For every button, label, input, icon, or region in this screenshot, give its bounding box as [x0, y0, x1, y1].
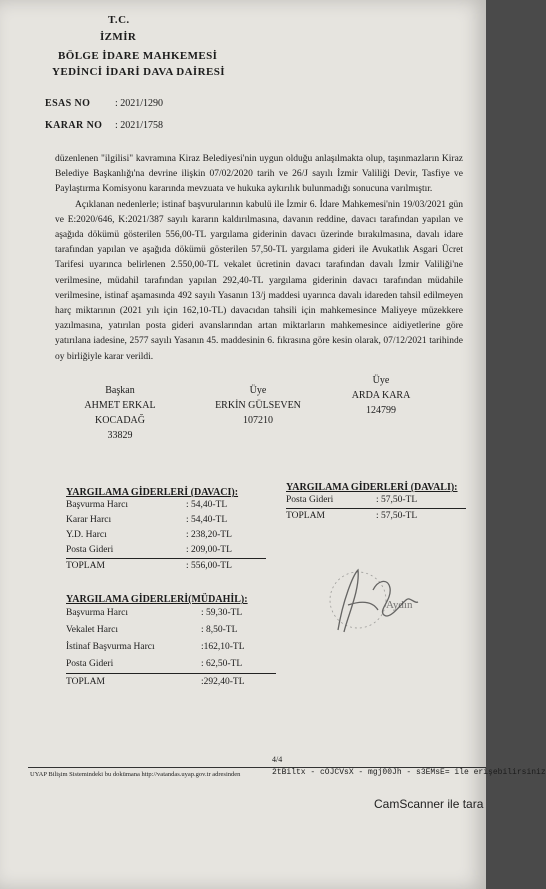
- signature-baskan: [60, 383, 180, 443]
- uye2-name: ARDA KARA: [351, 390, 411, 401]
- baskan-no: 33829: [107, 430, 133, 441]
- costs-mudahil: [66, 594, 276, 691]
- table-row: Başvurma Harcı : 54,40-TL: [66, 500, 228, 510]
- verification-code: 2tBiltx - cOJCVsX - mgj00Jh - s3EMsE= ile erişebilirsiniz: [272, 768, 546, 777]
- karar-value: : 2021/1758: [115, 120, 164, 131]
- header-court: BÖLGE İDARE MAHKEMESİ: [58, 50, 218, 62]
- baskan-name2: KOCADAĞ: [95, 415, 145, 426]
- table-row: Posta Gideri : 57,50-TL: [286, 493, 466, 509]
- header-tc: T.C.: [108, 14, 130, 26]
- header-chamber: YEDİNCİ İDARİ DAVA DAİRESİ: [52, 66, 225, 78]
- uye1-name: ERKİN GÜLSEVEN: [215, 400, 301, 411]
- costs-davaci-title: YARGILAMA GİDERLERİ (DAVACI):: [66, 487, 239, 498]
- table-row-total: TOPLAM : 57,50-TL: [286, 511, 418, 521]
- karar-label: KARAR NO: [45, 120, 103, 131]
- paragraph-1: düzenlenen "ilgilisi" kavramına Kiraz Belediyesi'nin uygun olduğu anlaşılmakta olup, taşınmazların Kiraz Belediye Başkanlığı'na devrine ilişkin 07/02/2020 tarih ve 26/J sayılı İzmir Valiliği Devir, Tasfiye ve Paylaştırma Komisyonu kararında mevzuata ve hukuka aykırılık bulunmadığı sonucuna varılmıştır.: [55, 154, 463, 195]
- costs-davali: [286, 482, 466, 524]
- page-number: 4/4: [272, 755, 283, 764]
- decision-body: [55, 152, 463, 365]
- costs-davali-title: YARGILAMA GİDERLERİ (DAVALI):: [286, 482, 458, 493]
- camscanner-watermark: CamScanner ile tara: [374, 797, 484, 811]
- scribble-text: Aydın: [386, 599, 413, 611]
- uye2-title: Üye: [372, 375, 390, 386]
- signature-uye-1: [198, 383, 318, 428]
- uye1-no: 107210: [243, 415, 273, 426]
- esas-value: : 2021/1290: [115, 98, 164, 109]
- uyap-note: UYAP Bilişim Sistemindeki bu dokümana http://vatandas.uyap.gov.tr adresinden: [30, 771, 241, 778]
- costs-mudahil-title: YARGILAMA GİDERLERİ(MÜDAHİL):: [66, 594, 248, 605]
- baskan-name1: AHMET ERKAL: [84, 400, 156, 411]
- table-row: İstinaf Başvurma Harcı :162,10-TL: [66, 642, 245, 652]
- uye1-title: Üye: [249, 385, 267, 396]
- table-row-total: TOPLAM : 556,00-TL: [66, 561, 232, 571]
- header-city: İZMİR: [100, 31, 137, 43]
- signature-scribble: [318, 560, 478, 645]
- table-row: Vekalet Harcı : 8,50-TL: [66, 625, 238, 635]
- uye2-no: 124799: [366, 405, 396, 416]
- table-row: Posta Gideri : 62,50-TL: [66, 656, 276, 674]
- table-row: Posta Gideri : 209,00-TL: [66, 543, 266, 559]
- costs-davaci: [66, 487, 266, 574]
- table-row: Y.D. Harcı : 238,20-TL: [66, 530, 232, 540]
- baskan-title: Başkan: [105, 385, 135, 396]
- signature-uye-2: [326, 373, 436, 418]
- esas-label: ESAS NO: [45, 98, 91, 109]
- table-row: Başvurma Harcı : 59,30-TL: [66, 608, 243, 618]
- paragraph-2: Açıklanan nedenlerle; istinaf başvurularının kabulü ile İzmir 6. İdare Mahkemesi'nin 19/03/2021 gün ve E:2020/646, K:2021/387 sayılı kararın kaldırılmasına, davanın reddine, davacı tarafından yapılan ve aşağıda dökümü gösterilen 556,00-TL yargılama giderinin davacı üzerinde bırakılmasına, davalı idare tarafından yapılan ve aşağıda dökümü gösterilen 57,50-TL yargılama gideri ile Avukatlık Asgari Ücret Tarifesi uyarınca belirlenen 2.550,00-TL vekalet ücretinin davacı tarafından davalı İzmir Valiliği'ne verilmesine, müdahil tarafından yapılan 292,40-TL yargılama giderinin davacı tarafından müdahile verilmesine, istinaf aşamasında 492 sayılı Yasanın 13/j maddesi uyarınca davalı idareden tahsil edilmeyen harç miktarının (2021 yılı için 162,10-TL) davacıdan tahsili için mahkemesince Maliyeye müzekkere yazılmasına, yatırılan posta gideri avanslarından artan miktarların mahkemesince aidiyetlerine göre yatırılana iadesine, 2577 sayılı Yasanın 45. maddesinin 6. fıkrasına göre kesin olarak, 07/12/2021 tarihinde oy birliğiyle karar verildi.: [55, 199, 463, 362]
- table-row: Karar Harcı : 54,40-TL: [66, 515, 228, 525]
- table-row-total: TOPLAM :292,40-TL: [66, 677, 245, 687]
